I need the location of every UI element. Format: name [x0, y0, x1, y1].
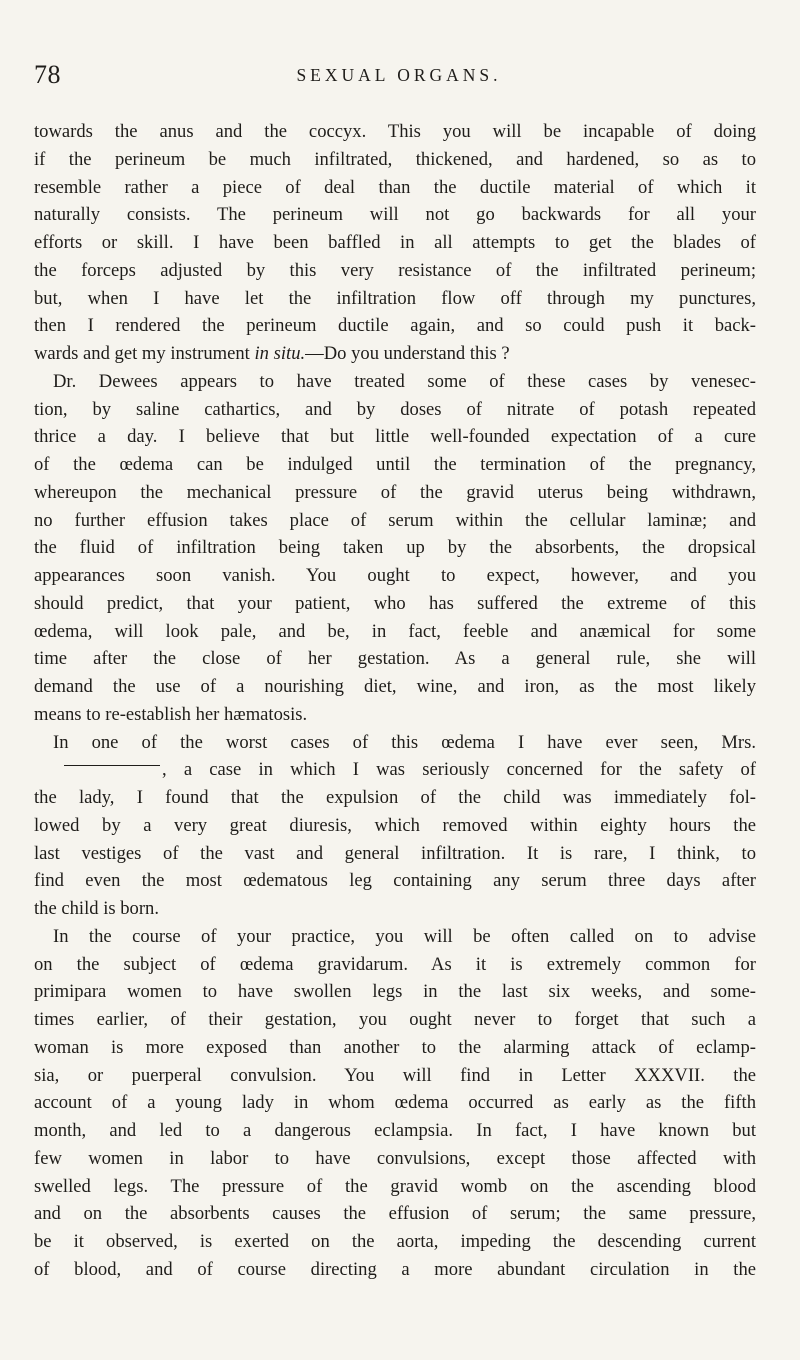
text-line: should predict, that your patient, who has suffered the extreme of this: [34, 592, 756, 614]
paragraph-start: In one of the worst cases of this œdema I have ever seen, Mrs.: [53, 731, 756, 753]
text-line: resemble rather a piece of deal than the ductile material of which it: [34, 176, 756, 198]
text-line: [34, 756, 756, 784]
text-line: towards the anus and the coccyx. This you will be incapable of doing: [34, 121, 756, 142]
text-line: sia, or puerperal convulsion. You will find in Letter XXXVII. the: [34, 1064, 756, 1086]
paragraph-start: In the course of your practice, you will be often called on to advise: [53, 925, 756, 947]
text-line: but, when I have let the infiltration flow off through my punctures,: [34, 287, 756, 309]
text-line: month, and led to a dangerous eclampsia. In fact, I have known but: [34, 1120, 756, 1141]
text-line: of the œdema can be indulged until the termination of the pregnancy,: [34, 454, 756, 475]
text-line: demand the use of a nourishing diet, wine, and iron, as the most likely: [34, 676, 756, 697]
text-line: œdema, will look pale, and be, in fact, feeble and anæmical for some: [34, 620, 756, 642]
body-text: [34, 118, 756, 1284]
text-line: swelled legs. The pressure of the gravid womb on the ascending blood: [34, 1175, 756, 1197]
paragraph-start: Dr. Dewees appears to have treated some of these cases by venesec-: [53, 370, 756, 392]
text-segment: wards and get my instrument: [34, 343, 250, 364]
text-line: woman is more exposed than another to the alarming attack of eclamp-: [34, 1036, 756, 1058]
text-line: efforts or skill. I have been baffled in all attempts to get the blades of: [34, 232, 756, 253]
text-line: last vestiges of the vast and general infiltration. It is rare, I think, to: [34, 842, 756, 864]
text-line: time after the close of her gestation. As a general rule, she will: [34, 648, 756, 670]
running-title: SEXUAL ORGANS.: [296, 65, 502, 85]
text-line: primipara women to have swollen legs in the last six weeks, and some-: [34, 981, 756, 1003]
text-line: naturally consists. The perineum will not go backwards for all your: [34, 204, 756, 226]
text-line: whereupon the mechanical pressure of the gravid uterus being withdrawn,: [34, 481, 756, 503]
text-line: thrice a day. I believe that but little well-founded expectation of a cure: [34, 426, 756, 448]
text-line: means to re-establish her hæmatosis.: [34, 703, 308, 725]
text-segment: —Do you understand this ?: [305, 343, 510, 364]
text-line: of blood, and of course directing a more abundant circulation in the: [34, 1258, 756, 1280]
name-omission-rule: [64, 765, 160, 766]
text-line: lowed by a very great diuresis, which removed within eighty hours the: [34, 814, 756, 836]
text-line: [34, 340, 756, 368]
running-head: [34, 58, 764, 98]
text-line: times earlier, of their gestation, you ought never to forget that such a: [34, 1009, 756, 1030]
italic-phrase: in situ.: [254, 343, 306, 364]
text-line: appearances soon vanish. You ought to expect, however, and you: [34, 565, 756, 586]
text-line: the forceps adjusted by this very resistance of the infiltrated perineum;: [34, 259, 756, 281]
text-line: account of a young lady in whom œdema occurred as early as the fifth: [34, 1092, 756, 1114]
text-line: and on the absorbents causes the effusion of serum; the same pressure,: [34, 1203, 756, 1225]
text-line: no further effusion takes place of serum within the cellular laminæ; and: [34, 509, 756, 531]
page-number: 78: [34, 60, 61, 89]
text-line: tion, by saline cathartics, and by doses of nitrate of potash repeated: [34, 398, 756, 420]
text-line: the child is born.: [34, 898, 159, 919]
text-line: find even the most œdematous leg containing any serum three days after: [34, 870, 756, 892]
text-line: the fluid of infiltration being taken up by the absorbents, the dropsical: [34, 537, 756, 559]
text-line: on the subject of œdema gravidarum. As it is extremely common for: [34, 953, 756, 975]
text-line: be it observed, is exerted on the aorta, impeding the descending current: [34, 1231, 756, 1252]
text-segment: , a case in which I was seriously concerned for the safety of: [162, 759, 756, 781]
text-line: then I rendered the perineum ductile again, and so could push it back-: [34, 315, 756, 337]
text-line: few women in labor to have convulsions, except those affected with: [34, 1147, 756, 1169]
text-line: if the perineum be much infiltrated, thickened, and hardened, so as to: [34, 148, 756, 170]
text-line: the lady, I found that the expulsion of the child was immediately fol-: [34, 787, 756, 808]
